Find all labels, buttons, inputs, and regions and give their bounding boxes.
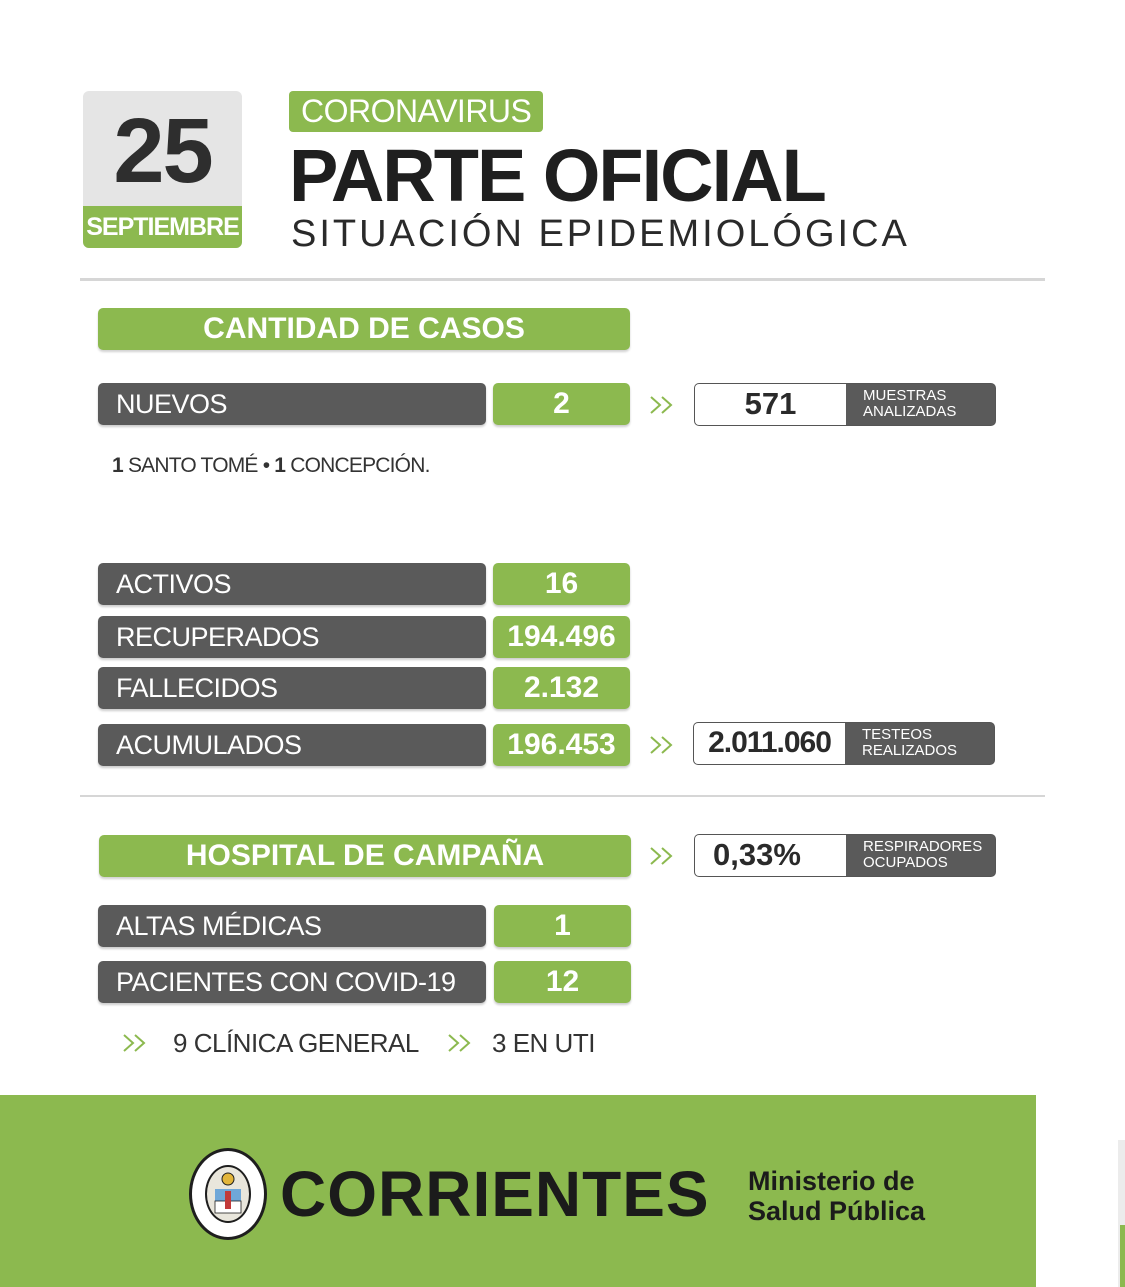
- clinica-label: CLÍNICA GENERAL: [193, 1028, 419, 1058]
- testeos-stat: [693, 722, 995, 765]
- testeos-value: 2.011.060: [694, 723, 845, 764]
- uti-count: 3: [492, 1028, 506, 1058]
- divider-top: [80, 278, 1045, 281]
- acumulados-label: ACUMULADOS: [98, 724, 486, 766]
- page-title: PARTE OFICIAL: [289, 134, 825, 217]
- recuperados-value: 194.496: [493, 616, 630, 658]
- activos-value: 16: [493, 563, 630, 605]
- new-cases-detail: [112, 454, 430, 478]
- ministry-line2: Salud Pública: [748, 1196, 926, 1226]
- hospital-section-header: HOSPITAL DE CAMPAÑA: [99, 835, 631, 877]
- double-chevron-right-icon: [448, 1033, 474, 1053]
- divider-middle: [80, 795, 1045, 797]
- coronavirus-tag: CORONAVIRUS: [289, 91, 543, 132]
- muestras-label: [863, 388, 956, 420]
- respiradores-label: [863, 839, 982, 871]
- activos-label: ACTIVOS: [98, 563, 486, 605]
- clinica-count: 9: [173, 1028, 187, 1058]
- altas-value: 1: [494, 905, 631, 947]
- page-subtitle: SITUACIÓN EPIDEMIOLÓGICA: [291, 213, 910, 255]
- pacientes-value: 12: [494, 961, 631, 1003]
- testeos-label: [862, 727, 957, 759]
- muestras-label-line2: ANALIZADAS: [863, 403, 957, 420]
- uti-item: [492, 1028, 595, 1059]
- altas-label: ALTAS MÉDICAS: [98, 905, 486, 947]
- double-chevron-right-icon: [650, 846, 676, 866]
- edge-strip-green: [1120, 1225, 1125, 1287]
- date-day: 25: [113, 100, 212, 202]
- seal-shield: [205, 1165, 251, 1223]
- respiradores-value: 0,33%: [695, 835, 846, 876]
- brand-logo: CORRIENTES: [280, 1158, 710, 1230]
- double-chevron-right-icon: [650, 395, 676, 415]
- detail-count-2: 1: [274, 454, 286, 477]
- clinica-general-item: [173, 1028, 419, 1059]
- respiradores-label-line2: OCUPADOS: [863, 854, 948, 871]
- detail-place-1: SANTO TOMÉ: [127, 454, 258, 477]
- testeos-label-line2: REALIZADOS: [862, 742, 958, 759]
- uti-label: EN UTI: [512, 1028, 595, 1058]
- muestras-stat: [694, 383, 996, 426]
- provincial-seal-icon: [189, 1148, 267, 1240]
- detail-place-2: CONCEPCIÓN.: [290, 454, 430, 477]
- double-chevron-right-icon: [650, 735, 676, 755]
- date-badge: [83, 91, 242, 248]
- ministry-line1: Ministerio de: [748, 1166, 915, 1196]
- acumulados-value: 196.453: [493, 724, 630, 766]
- date-month: SEPTIEMBRE: [83, 206, 242, 248]
- fallecidos-value: 2.132: [493, 667, 630, 709]
- detail-separator: •: [262, 454, 270, 477]
- respiradores-stat: [694, 834, 996, 877]
- fallecidos-label: FALLECIDOS: [98, 667, 486, 709]
- ministry-name: [748, 1166, 925, 1226]
- nuevos-value: 2: [493, 383, 630, 425]
- double-chevron-right-icon: [123, 1033, 149, 1053]
- testeos-label-line1: TESTEOS: [862, 726, 933, 743]
- muestras-label-line1: MUESTRAS: [863, 387, 947, 404]
- respiradores-label-line1: RESPIRADORES: [863, 838, 983, 855]
- recuperados-label: RECUPERADOS: [98, 616, 486, 658]
- pacientes-label: PACIENTES CON COVID-19: [98, 961, 486, 1003]
- nuevos-label: NUEVOS: [98, 383, 486, 425]
- seal-emblem: [207, 1167, 249, 1221]
- muestras-value: 571: [695, 384, 846, 425]
- cases-section-header: CANTIDAD DE CASOS: [98, 308, 630, 350]
- detail-count-1: 1: [112, 454, 123, 477]
